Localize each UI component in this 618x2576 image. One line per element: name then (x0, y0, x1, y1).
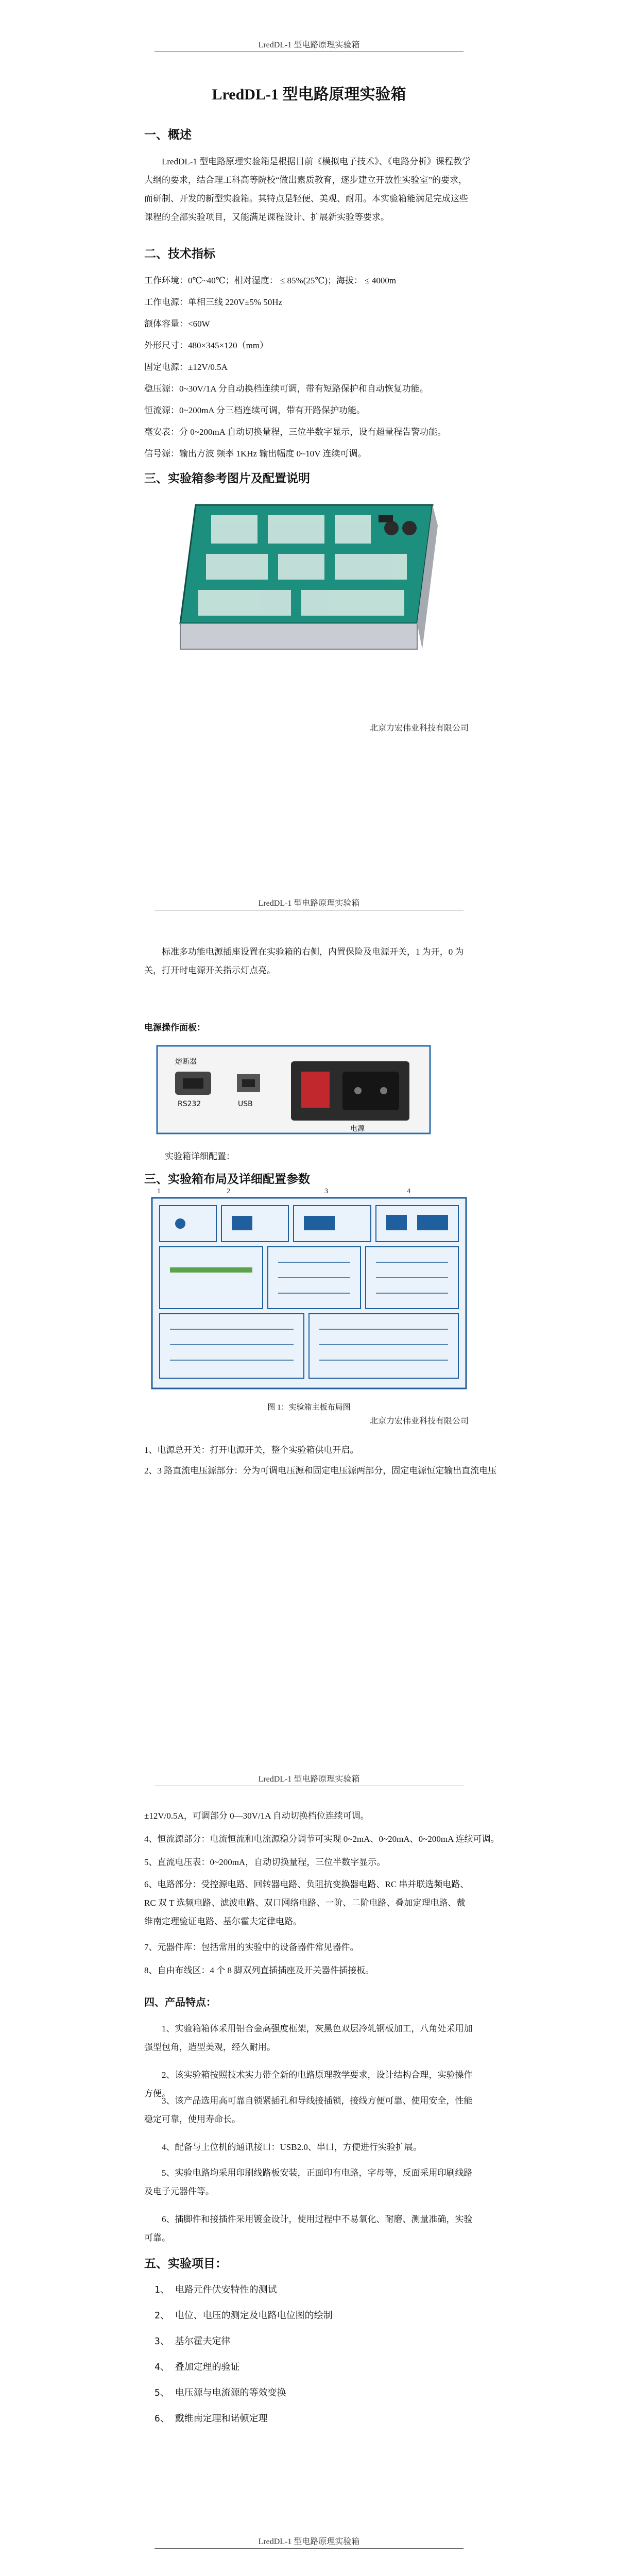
company-footer: 北京力宏伟业科技有限公司 (369, 724, 469, 733)
layout-callout: 4 (407, 1188, 410, 1195)
running-header: LredDL-1 型电路原理实验箱 (258, 2537, 360, 2546)
project-item: 2、 电位、电压的测定及电路电位图的绘制 (154, 2310, 333, 2321)
layout-callout: 2 (227, 1188, 230, 1195)
layout-item: 1、电源总开关：打开电源开关，整个实验箱供电开启。 (144, 1445, 359, 1455)
section-features-heading: 四、产品特点： (144, 1996, 216, 2008)
project-item: 4、 叠加定理的验证 (154, 2362, 240, 2372)
spec-row: 外形尺寸：480×345×120（mm） (144, 341, 269, 350)
feature-item: 3、该产品选用高可靠自锁紧插孔和导线接插锁，接线方便可靠、使用安全，性能稳定可靠，使用寿命长。 (144, 2096, 473, 2124)
layout-item: 7、元器件库：包括常用的实验中的设备器件常见器件。 (144, 1942, 359, 1952)
project-item: 5、 电压源与电流源的等效变换 (154, 2387, 286, 2398)
layout-callout: 3 (324, 1188, 328, 1195)
page-2 (0, 886, 618, 1767)
section-projects-heading: 五、实验项目： (144, 2257, 227, 2270)
section-overview-heading: 一、概述 (144, 128, 192, 142)
layout-item: 4、恒流源部分：电流恒流和电流源稳分调节可实现 0~2mA、0~20mA、0~200mA 连续可调。 (144, 1834, 500, 1844)
section-photo-heading: 三、实验箱参考图片及配置说明 (144, 472, 310, 485)
page-3 (0, 1772, 618, 2519)
page-4 (0, 2535, 618, 2576)
page-1 (0, 0, 618, 876)
feature-item: 6、插脚件和接插件采用镀金设计，使用过程中不易氧化、耐磨、测量准确，实验可靠。 (144, 2214, 473, 2243)
panel-label: 电源操作面板： (144, 1023, 205, 1032)
board-layout-figure (149, 1195, 469, 1391)
project-item: 3、 基尔霍夫定律 (154, 2336, 231, 2347)
trainer-box-photo (175, 495, 443, 665)
running-header: LredDL-1 型电路原理实验箱 (258, 899, 360, 908)
feature-item: 1、实验箱箱体采用铝合金高强度框架，灰黑色双层冷轧钢板加工，八角处采用加强型包角，造型美观，经久耐用。 (144, 2024, 473, 2052)
layout-item: 6、电路部分：受控源电路、回转器电路、负阻抗变换器电路、RC 串并联选频电路、RC 双 T 选频电路、滤波电路、双口网络电路、一阶、二阶电路、叠加定理电路、戴维南定理验证电路、基尔霍夫定律电路。 (144, 1879, 469, 1926)
layout-item: 8、自由布线区：4 个 8 脚双列直插插座及开关器件插接板。 (144, 1965, 374, 1975)
spec-row: 工作电源：单相三线 220V±5% 50Hz (144, 297, 283, 307)
layout-item: 2、3 路直流电压源部分：分为可调电压源和固定电压源两部分，固定电源恒定输出直流电压 (144, 1466, 497, 1476)
spec-row: 额体容量：<60W (144, 319, 210, 329)
panel-label-fuse: 熔断器 (175, 1058, 197, 1066)
config-label: 实验箱详细配置： (165, 1151, 235, 1161)
panel-label-usb: USB (238, 1100, 253, 1108)
spec-row: 稳压源：0~30V/1A 分自动换档连续可调，带有短路保护和自动恢复功能。 (144, 384, 428, 394)
running-header: LredDL-1 型电路原理实验箱 (258, 41, 360, 49)
running-header: LredDL-1 型电路原理实验箱 (258, 1775, 360, 1784)
section-specs-heading: 二、技术指标 (144, 247, 215, 261)
layout-item: 5、直流电压表：0~200mA，自动切换量程，三位半数字显示。 (144, 1857, 386, 1867)
layout-callout: 1 (157, 1188, 161, 1195)
feature-item: 2、该实验箱按照技术实力带全新的电路原理教学要求，设计结构合理，实验操作方便。 (144, 2070, 473, 2098)
feature-item: 5、实验电路均采用印刷线路板安装，正面印有电路，字母等，反面采用印刷线路及电子元器件等。 (144, 2168, 473, 2196)
overview-paragraph: LredDL-1 型电路原理实验箱是根据目前《模拟电子技术》、《电路分析》课程教学大纲的要求，结合理工科高等院校“做出素质教育，逐步建立开放性实验室”的要求，而研制、开发的新型实验箱。其特点是轻便、美观、耐用。本实验箱能满足完成这些课程的全部实验项目，又能满足课程设计、扩展新实验等要求。 (144, 157, 471, 222)
layout-item: ±12V/0.5A，可调部分 0—30V/1A 自动切换档位连续可调。 (144, 1811, 369, 1821)
spec-row: 固定电源：±12V/0.5A (144, 362, 228, 372)
feature-item: 4、配备与上位机的通讯接口：USB2.0、串口，方便进行实验扩展。 (162, 2142, 422, 2152)
spec-row: 工作环境：0℃~40℃；相对湿度： ≤ 85%(25℃)；海拔： ≤ 4000m (144, 276, 397, 285)
panel-label-power: 电源 (350, 1125, 365, 1133)
figure-caption: 图 1：实验箱主板布局图 (267, 1403, 351, 1412)
power-socket-paragraph: 标准多功能电源插座设置在实验箱的右侧，内置保险及电源开关，1 为开，0 为关，打开时电源开关指示灯点亮。 (144, 947, 464, 975)
spec-row: 信号源：输出方波 频率 1KHz 输出幅度 0~10V 连续可调。 (144, 449, 367, 459)
doc-title: LredDL-1 型电路原理实验箱 (212, 86, 406, 103)
header-rule (154, 2548, 464, 2549)
panel-label-rs232: RS232 (178, 1100, 201, 1108)
project-item: 6、 戴维南定理和诺顿定理 (154, 2413, 268, 2424)
project-item: 1、 电路元件伏安特性的测试 (154, 2284, 277, 2295)
spec-row: 恒流源：0~200mA 分三档连续可调，带有开路保护功能。 (144, 405, 366, 415)
spec-row: 毫安表：分 0~200mA 自动切换量程，三位半数字显示，设有超量程告警功能。 (144, 427, 447, 437)
company-footer: 北京力宏伟业科技有限公司 (369, 1417, 469, 1426)
section-layout-heading: 三、实验箱布局及详细配置参数 (144, 1173, 310, 1186)
